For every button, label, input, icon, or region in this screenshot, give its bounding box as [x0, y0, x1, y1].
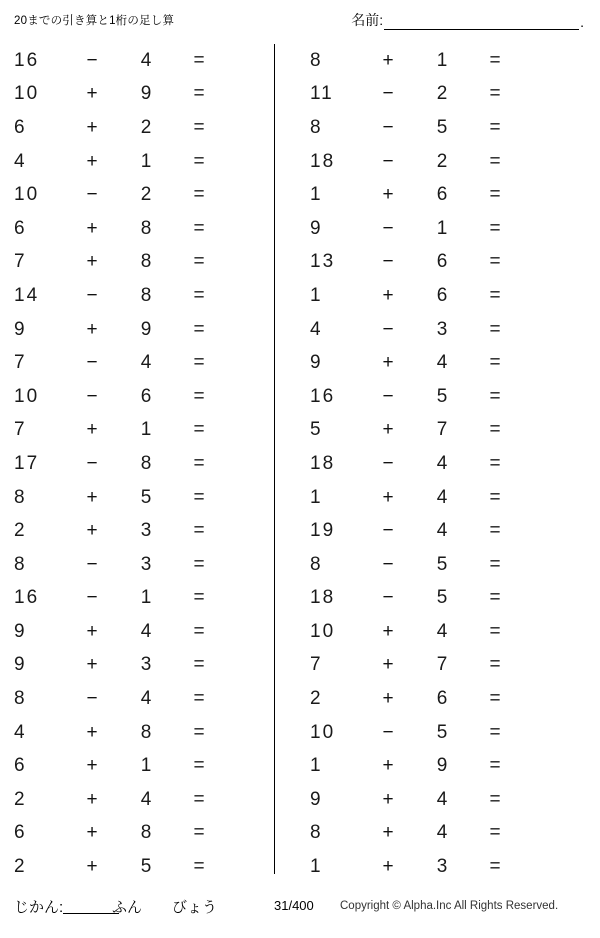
equals-sign: =: [193, 486, 205, 508]
equals-sign: =: [193, 856, 205, 878]
operator: −: [382, 150, 394, 172]
problem-row: [300, 514, 570, 548]
operand-a: 8: [14, 486, 27, 508]
operator: +: [382, 49, 394, 71]
operator: +: [86, 150, 98, 172]
problem-row: [300, 380, 570, 414]
operand-b: 9: [140, 83, 154, 105]
operand-a: 2: [310, 688, 323, 710]
operand-a: 9: [310, 352, 323, 374]
operand-b: 6: [436, 184, 450, 206]
operand-b: 4: [436, 520, 450, 542]
operator: +: [382, 654, 394, 676]
equals-sign: =: [489, 385, 501, 407]
problem-row: [300, 145, 570, 179]
equals-sign: =: [489, 856, 501, 878]
equals-sign: =: [193, 553, 205, 575]
operator: +: [382, 856, 394, 878]
operand-a: 7: [14, 352, 27, 374]
operator: +: [86, 251, 98, 273]
operand-a: 8: [310, 553, 323, 575]
operand-a: 10: [310, 721, 336, 743]
operand-a: 2: [14, 520, 27, 542]
time-label-group: [14, 896, 119, 917]
operand-a: 9: [14, 654, 27, 676]
problem-row: [300, 716, 570, 750]
problem-row: [300, 246, 570, 280]
equals-sign: =: [489, 688, 501, 710]
problem-row: [4, 346, 274, 380]
operator: +: [382, 284, 394, 306]
operator: −: [382, 385, 394, 407]
problem-row: [300, 346, 570, 380]
operand-b: 7: [436, 654, 450, 676]
operand-b: 3: [140, 654, 154, 676]
equals-sign: =: [489, 553, 501, 575]
operator: −: [382, 721, 394, 743]
operand-b: 8: [140, 217, 154, 239]
operand-a: 5: [310, 419, 323, 441]
operand-a: 4: [14, 721, 27, 743]
equals-sign: =: [489, 217, 501, 239]
operand-a: 10: [14, 184, 40, 206]
operand-b: 8: [140, 721, 154, 743]
operator: +: [86, 721, 98, 743]
equals-sign: =: [193, 452, 205, 474]
equals-sign: =: [489, 419, 501, 441]
operand-b: 8: [140, 251, 154, 273]
problem-row: [4, 380, 274, 414]
operand-b: 5: [436, 116, 450, 138]
equals-sign: =: [489, 284, 501, 306]
operator: −: [86, 553, 98, 575]
operator: +: [86, 620, 98, 642]
problem-row: [4, 414, 274, 448]
problem-row: [4, 145, 274, 179]
operand-a: 16: [14, 587, 40, 609]
operator: +: [86, 520, 98, 542]
operator: +: [382, 486, 394, 508]
operand-a: 1: [310, 486, 323, 508]
operand-b: 1: [436, 49, 450, 71]
operand-b: 4: [436, 486, 450, 508]
operand-a: 16: [14, 49, 40, 71]
operator: −: [86, 587, 98, 609]
operand-b: 1: [436, 217, 450, 239]
problem-row: [4, 716, 274, 750]
equals-sign: =: [193, 587, 205, 609]
operator: −: [86, 184, 98, 206]
problem-row: [4, 279, 274, 313]
operand-b: 5: [140, 486, 154, 508]
equals-sign: =: [489, 822, 501, 844]
problem-row: [4, 817, 274, 851]
equals-sign: =: [489, 721, 501, 743]
equals-sign: =: [193, 83, 205, 105]
operand-a: 4: [310, 318, 323, 340]
operand-b: 5: [436, 721, 450, 743]
equals-sign: =: [489, 520, 501, 542]
operator: −: [382, 452, 394, 474]
equals-sign: =: [489, 486, 501, 508]
page-title: 20までの引き算と1桁の足し算: [14, 15, 175, 27]
problem-row: [4, 246, 274, 280]
operand-a: 18: [310, 452, 336, 474]
problem-row: [300, 649, 570, 683]
problem-row: [300, 749, 570, 783]
operand-b: 4: [436, 452, 450, 474]
problem-row: [300, 212, 570, 246]
operand-b: 2: [140, 184, 154, 206]
equals-sign: =: [489, 352, 501, 374]
problem-row: [4, 481, 274, 515]
operand-a: 16: [310, 385, 336, 407]
operator: −: [382, 83, 394, 105]
problem-row: [4, 649, 274, 683]
operand-b: 2: [436, 83, 450, 105]
operand-a: 6: [14, 822, 27, 844]
operator: +: [86, 217, 98, 239]
operator: +: [86, 654, 98, 676]
equals-sign: =: [193, 150, 205, 172]
problem-row: [300, 313, 570, 347]
operator: +: [382, 822, 394, 844]
operand-a: 6: [14, 116, 27, 138]
problem-row: [300, 850, 570, 884]
operator: −: [382, 520, 394, 542]
operand-b: 2: [436, 150, 450, 172]
operand-a: 14: [14, 284, 40, 306]
problem-row: [300, 178, 570, 212]
operand-b: 5: [436, 587, 450, 609]
operand-a: 9: [14, 620, 27, 642]
operator: −: [382, 116, 394, 138]
operand-b: 4: [140, 352, 154, 374]
equals-sign: =: [193, 184, 205, 206]
equals-sign: =: [193, 352, 205, 374]
operand-a: 7: [14, 251, 27, 273]
equals-sign: =: [193, 688, 205, 710]
problem-row: [300, 582, 570, 616]
equals-sign: =: [489, 452, 501, 474]
problem-row: [4, 111, 274, 145]
name-field-group: [351, 10, 584, 30]
operand-b: 8: [140, 822, 154, 844]
operand-b: 3: [140, 520, 154, 542]
operand-a: 8: [310, 822, 323, 844]
name-label: 名前:: [351, 12, 384, 28]
operator: +: [382, 184, 394, 206]
operand-a: 8: [14, 688, 27, 710]
equals-sign: =: [193, 788, 205, 810]
problem-row: [4, 44, 274, 78]
operand-a: 18: [310, 587, 336, 609]
operand-b: 5: [140, 856, 154, 878]
operand-a: 6: [14, 217, 27, 239]
equals-sign: =: [193, 822, 205, 844]
operator: −: [86, 284, 98, 306]
operand-b: 4: [140, 620, 154, 642]
problem-row: [4, 749, 274, 783]
problem-row: [4, 783, 274, 817]
operand-a: 9: [14, 318, 27, 340]
equals-sign: =: [489, 116, 501, 138]
operator: +: [86, 318, 98, 340]
equals-sign: =: [489, 150, 501, 172]
operand-b: 2: [140, 116, 154, 138]
operand-a: 1: [310, 184, 323, 206]
problem-row: [300, 682, 570, 716]
problem-row: [300, 44, 570, 78]
operand-b: 3: [436, 856, 450, 878]
equals-sign: =: [193, 318, 205, 340]
operand-a: 8: [14, 553, 27, 575]
operand-a: 19: [310, 520, 336, 542]
equals-sign: =: [193, 49, 205, 71]
equals-sign: =: [193, 419, 205, 441]
worksheet-header: [0, 10, 600, 40]
problem-row: [4, 313, 274, 347]
operator: +: [382, 352, 394, 374]
operand-a: 17: [14, 452, 40, 474]
operator: +: [86, 822, 98, 844]
operator: −: [86, 688, 98, 710]
operand-b: 4: [436, 822, 450, 844]
operand-a: 13: [310, 251, 336, 273]
equals-sign: =: [489, 83, 501, 105]
worksheet-footer: [0, 896, 600, 920]
problem-row: [300, 783, 570, 817]
operator: +: [86, 419, 98, 441]
operand-a: 1: [310, 284, 323, 306]
operator: +: [86, 788, 98, 810]
problem-row: [4, 514, 274, 548]
equals-sign: =: [193, 385, 205, 407]
operand-a: 4: [14, 150, 27, 172]
operand-a: 1: [310, 755, 323, 777]
equals-sign: =: [489, 318, 501, 340]
problem-row: [4, 682, 274, 716]
operand-b: 4: [140, 49, 154, 71]
operator: +: [86, 486, 98, 508]
problem-row: [300, 817, 570, 851]
operand-a: 8: [310, 49, 323, 71]
operator: −: [86, 352, 98, 374]
equals-sign: =: [489, 788, 501, 810]
time-label: じかん:: [14, 899, 64, 916]
time-unit-minutes: ふん: [112, 899, 143, 916]
problem-row: [4, 78, 274, 112]
equals-sign: =: [193, 520, 205, 542]
operand-b: 3: [436, 318, 450, 340]
problem-row: [4, 212, 274, 246]
equals-sign: =: [489, 184, 501, 206]
equals-sign: =: [193, 251, 205, 273]
operand-b: 5: [436, 553, 450, 575]
time-unit-seconds: びょう: [172, 899, 218, 916]
equals-sign: =: [489, 620, 501, 642]
operand-b: 3: [140, 553, 154, 575]
operand-a: 7: [14, 419, 27, 441]
operand-a: 2: [14, 856, 27, 878]
operand-b: 4: [140, 688, 154, 710]
operand-b: 1: [140, 587, 154, 609]
problem-row: [300, 279, 570, 313]
operand-b: 1: [140, 419, 154, 441]
problem-row: [4, 548, 274, 582]
problem-row: [4, 615, 274, 649]
operand-a: 10: [14, 83, 40, 105]
operand-b: 7: [436, 419, 450, 441]
operator: +: [382, 688, 394, 710]
operator: +: [382, 620, 394, 642]
equals-sign: =: [193, 654, 205, 676]
problem-row: [4, 447, 274, 481]
operator: +: [86, 116, 98, 138]
copyright-notice: Copyright © Alpha.Inc All Rights Reserved.: [340, 900, 559, 912]
operand-b: 6: [140, 385, 154, 407]
equals-sign: =: [489, 755, 501, 777]
name-period: .: [580, 14, 584, 30]
operand-b: 8: [140, 452, 154, 474]
operator: +: [382, 419, 394, 441]
name-input[interactable]: [384, 12, 579, 30]
operand-b: 4: [140, 788, 154, 810]
equals-sign: =: [489, 251, 501, 273]
equals-sign: =: [193, 284, 205, 306]
operand-a: 9: [310, 217, 323, 239]
problem-row: [300, 111, 570, 145]
equals-sign: =: [489, 654, 501, 676]
operand-a: 11: [310, 83, 334, 105]
problem-row: [4, 850, 274, 884]
operator: −: [86, 385, 98, 407]
operand-b: 8: [140, 284, 154, 306]
page-number: 31/400: [274, 898, 314, 913]
column-divider: [274, 44, 275, 874]
equals-sign: =: [193, 721, 205, 743]
problem-row: [4, 582, 274, 616]
operand-a: 18: [310, 150, 336, 172]
problem-row: [300, 615, 570, 649]
equals-sign: =: [193, 217, 205, 239]
operator: −: [382, 587, 394, 609]
operator: −: [86, 452, 98, 474]
operator: +: [86, 856, 98, 878]
operand-a: 9: [310, 788, 323, 810]
operand-b: 1: [140, 150, 154, 172]
operator: +: [86, 755, 98, 777]
problem-row: [300, 548, 570, 582]
problem-column-left: [4, 44, 274, 884]
operand-a: 1: [310, 856, 323, 878]
operator: +: [382, 755, 394, 777]
problem-column-right: [300, 44, 570, 884]
operand-b: 6: [436, 688, 450, 710]
operand-b: 6: [436, 251, 450, 273]
problem-row: [4, 178, 274, 212]
operand-b: 4: [436, 352, 450, 374]
equals-sign: =: [489, 587, 501, 609]
operator: +: [382, 788, 394, 810]
operand-a: 2: [14, 788, 27, 810]
problem-row: [300, 447, 570, 481]
operand-b: 5: [436, 385, 450, 407]
operand-a: 10: [310, 620, 336, 642]
operator: −: [382, 318, 394, 340]
operand-b: 6: [436, 284, 450, 306]
operator: −: [382, 217, 394, 239]
operand-a: 6: [14, 755, 27, 777]
equals-sign: =: [193, 116, 205, 138]
operand-a: 10: [14, 385, 40, 407]
operand-a: 7: [310, 654, 323, 676]
operand-b: 4: [436, 620, 450, 642]
problem-row: [300, 414, 570, 448]
operand-b: 9: [140, 318, 154, 340]
operator: +: [86, 83, 98, 105]
operator: −: [382, 251, 394, 273]
operand-b: 1: [140, 755, 154, 777]
problem-row: [300, 78, 570, 112]
operand-b: 4: [436, 788, 450, 810]
operator: −: [382, 553, 394, 575]
equals-sign: =: [193, 755, 205, 777]
problem-row: [300, 481, 570, 515]
operand-a: 8: [310, 116, 323, 138]
operand-b: 9: [436, 755, 450, 777]
time-input[interactable]: [63, 898, 119, 914]
operator: −: [86, 49, 98, 71]
equals-sign: =: [193, 620, 205, 642]
equals-sign: =: [489, 49, 501, 71]
